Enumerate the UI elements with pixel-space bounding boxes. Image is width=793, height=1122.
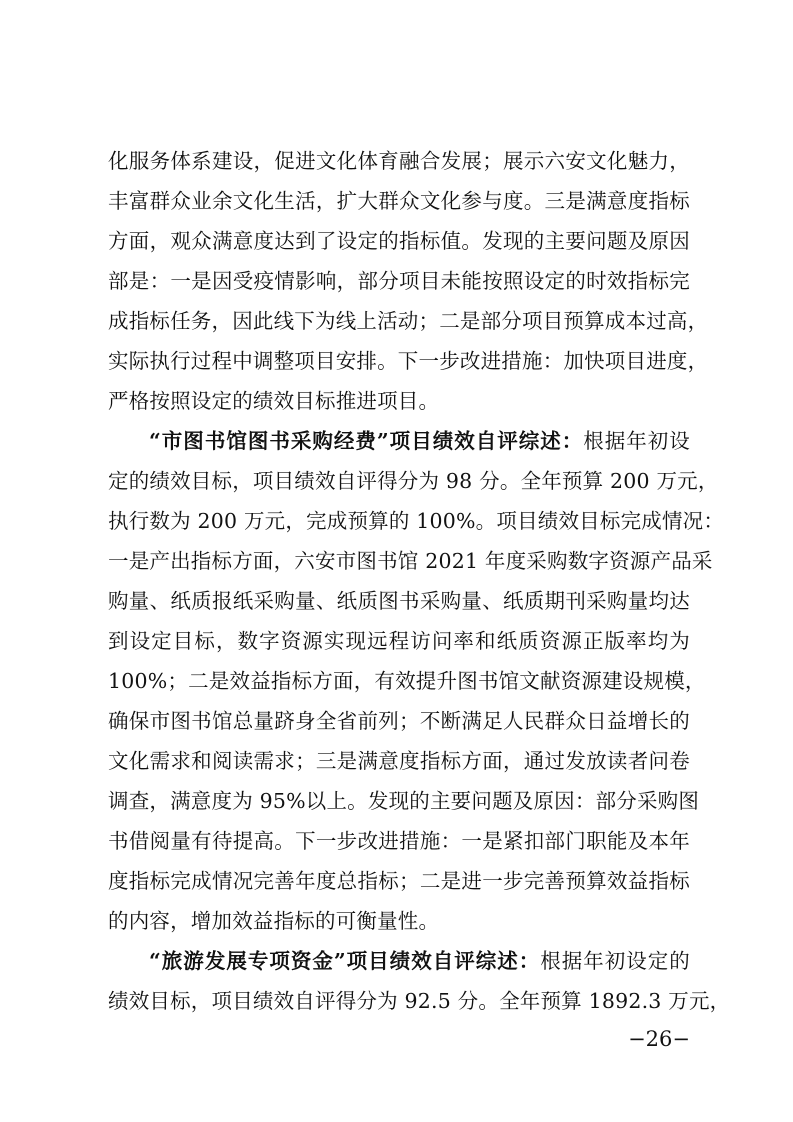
body-text-line: 定的绩效目标，项目绩效自评得分为 98 分。全年预算 200 万元，	[108, 469, 719, 493]
body-text-line: 成指标任务，因此线下为线上活动；二是部分项目预算成本过高，	[108, 309, 709, 333]
body-text-line: 购量、纸质报纸采购量、纸质图书采购量、纸质期刊采购量均达	[108, 589, 690, 613]
paragraph-heading-line	[149, 422, 690, 460]
body-text-line: 确保市图书馆总量跻身全省前列；不断满足人民群众日益增长的	[108, 709, 690, 733]
body-text-line: 实际执行过程中调整项目安排。下一步改进措施：加快项目进度，	[108, 349, 709, 373]
body-text-line: 度指标完成情况完善年度总指标；二是进一步完善预算效益指标	[108, 869, 690, 893]
body-text-line: 丰富群众业余文化生活，扩大群众文化参与度。三是满意度指标	[108, 189, 690, 213]
page-number: −26−	[628, 1027, 690, 1051]
body-text-line: 方面，观众满意度达到了设定的指标值。发现的主要问题及原因	[108, 229, 690, 253]
body-text-line: 严格按照设定的绩效目标推进项目。	[108, 389, 440, 413]
body-text-line: 部是：一是因受疫情影响，部分项目未能按照设定的时效指标完	[108, 269, 690, 293]
body-text-line: 一是产出指标方面，六安市图书馆 2021 年度采购数字资源产品采	[108, 549, 713, 573]
body-text-line: 100%；二是效益指标方面，有效提升图书馆文献资源建设规模，	[108, 669, 706, 693]
body-text-fragment: 根据年初设定的	[540, 949, 690, 973]
paragraph-heading-line	[149, 942, 690, 980]
body-text-line: 执行数为 200 万元，完成预算的 100%。项目绩效目标完成情况：	[108, 509, 725, 533]
body-text-line: 调查，满意度为 95%以上。发现的主要问题及原因：部分采购图	[108, 789, 700, 813]
body-text-line: 文化需求和阅读需求；三是满意度指标方面，通过发放读者问卷	[108, 749, 690, 773]
body-text-line: 书借阅量有待提高。下一步改进措施：一是紧扣部门职能及本年	[108, 829, 690, 853]
body-text-line: 化服务体系建设，促进文化体育融合发展；展示六安文化魅力，	[108, 149, 690, 173]
body-text-line: 的内容，增加效益指标的可衡量性。	[108, 909, 440, 933]
body-text-line: 绩效目标，项目绩效自评得分为 92.5 分。全年预算 1892.3 万元，	[108, 989, 731, 1013]
body-text-line: 到设定目标，数字资源实现远程访问率和纸质资源正版率均为	[108, 629, 690, 653]
project-heading: “市图书馆图书采购经费”项目绩效自评综述：	[149, 429, 584, 453]
project-heading: “旅游发展专项资金”项目绩效自评综述：	[149, 949, 541, 973]
body-text-fragment: 根据年初设	[583, 429, 690, 453]
